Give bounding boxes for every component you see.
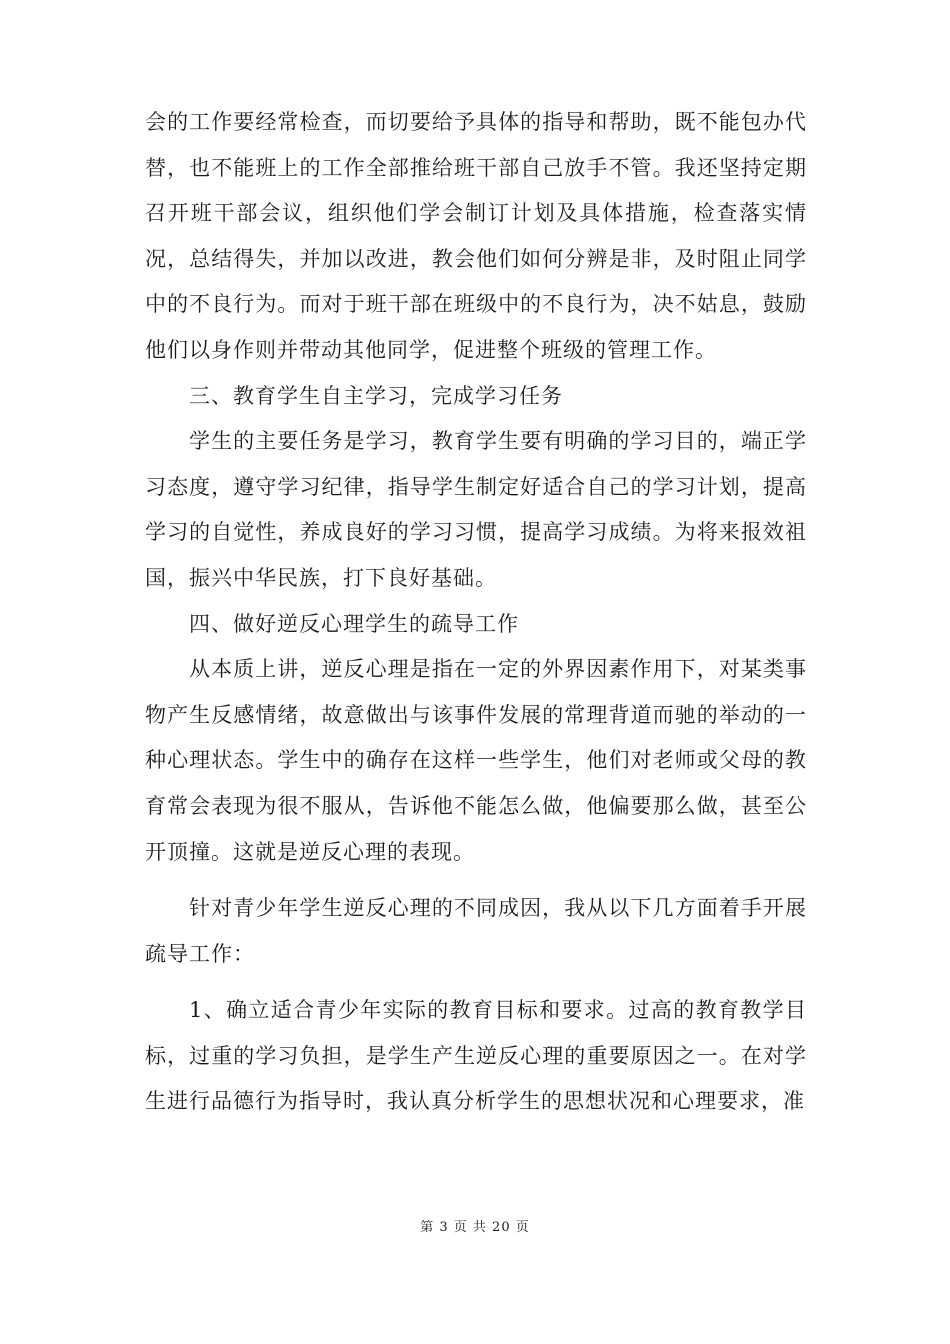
page-footer: 第 3 页 共 20 页 xyxy=(420,1220,530,1235)
paragraph-item-1: 1、确立适合青少年实际的教育目标和要求。过高的教育教学目标，过重的学习负担，是学生产生逆反心理的重要原因之一。在对学生进行品德行为指导时，我认真分析学生的思想状况和心理要求，准 xyxy=(145,998,807,1114)
section-heading-4: 四、做好逆反心理学生的疏导工作 xyxy=(189,611,519,636)
paragraph-study: 学生的主要任务是学习，教育学生要有明确的学习目的，端正学习态度，遵守学习纪律，指导学生制定好适合自己的学习计划，提高学习的自觉性，养成良好的学习习惯，提高学习成绩。为将来报效祖国，振兴中华民族，打下良好基础。 xyxy=(145,429,807,590)
document-body xyxy=(145,100,807,1125)
paragraph-continued: 会的工作要经常检查，而切要给予具体的指导和帮助，既不能包办代替，也不能班上的工作全部推给班干部自己放手不管。我还坚持定期召开班干部会议，组织他们学会制订计划及具体措施，检查落实情况，总结得失，并加以改进，教会他们如何分辨是非，及时阻止同学中的不良行为。而对于班干部在班级中的不良行为，决不姑息，鼓励他们以身作则并带动其他同学，促进整个班级的管理工作。 xyxy=(145,110,807,362)
paragraph-rebellious-psychology: 从本质上讲，逆反心理是指在一定的外界因素作用下，对某类事物产生反感情绪，故意做出与该事件发展的常理背道而驰的举动的一种心理状态。学生中的确存在这样一些学生，他们对老师或父母的教育常会表现为很不服从，告诉他不能怎么做，他偏要那么做，甚至公开顶撞。这就是逆反心理的表现。 xyxy=(145,657,807,864)
section-heading-3: 三、教育学生自主学习，完成学习任务 xyxy=(189,383,563,408)
paragraph-guidance-intro: 针对青少年学生逆反心理的不同成因，我从以下几方面着手开展疏导工作： xyxy=(145,896,807,966)
